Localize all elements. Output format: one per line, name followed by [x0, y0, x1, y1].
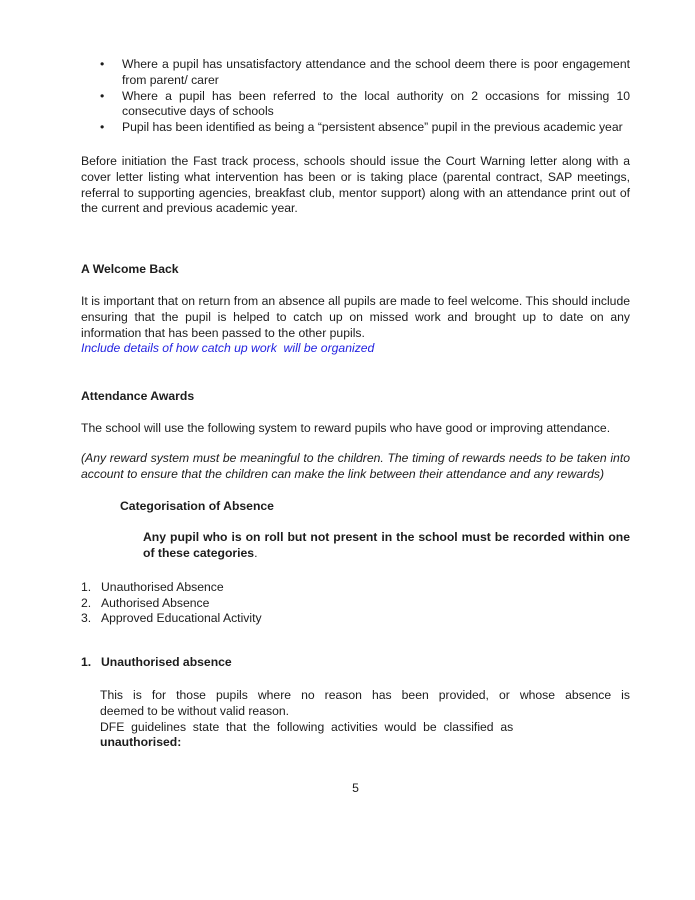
section-number: 1. — [81, 655, 92, 670]
list-item-label: Approved Educational Activity — [101, 611, 262, 626]
note-catch-up-work: Include details of how catch up work will be organized — [81, 341, 375, 356]
definition-line-1: This is for those pupils where no reason has been provided, or whose absence is — [100, 687, 630, 702]
statement-bold-text: Any pupil who is on roll but not present in the school must be recorded within one of these categories — [143, 530, 630, 560]
bullet-icon: • — [100, 120, 105, 135]
list-item-number: 2. — [81, 595, 92, 610]
list-item — [81, 611, 630, 627]
bullet-item — [81, 89, 630, 121]
dfe-guidelines-line: DFE guidelines state that the following activities would be classified as — [100, 719, 514, 734]
list-item-number: 3. — [81, 611, 92, 626]
paragraph-dfe-guidelines — [100, 720, 630, 752]
list-item-number: 1. — [81, 579, 92, 594]
paragraph-unauthorised-definition — [100, 688, 630, 720]
statement-recording-requirement — [143, 530, 630, 562]
section-title: Unauthorised absence — [101, 655, 232, 670]
bullet-icon: • — [100, 88, 105, 103]
list-item-label: Authorised Absence — [101, 595, 210, 610]
heading-attendance-awards: Attendance Awards — [81, 389, 195, 404]
absence-categories-list — [81, 580, 630, 627]
page-number: 5 — [352, 781, 359, 796]
paragraph-court-warning: Before initiation the Fast track process, schools should issue the Court Warning letter along with a cover letter listing what intervention has been or is taking place (parental contract, SAP meetings, referral to supporting agencies, breakfast club, mentor support) along with an attendance print out of the current and previous academic year. — [81, 153, 630, 216]
list-item-label: Unauthorised Absence — [101, 579, 224, 594]
bullet-item — [81, 120, 630, 136]
bullet-item — [81, 57, 630, 89]
paragraph-reward-system-note: (Any reward system must be meaningful to the children. The timing of rewards needs to be taken into account to ensure that the children can make the link between their attendance and any rewards) — [81, 450, 630, 481]
statement-period: . — [254, 545, 258, 560]
bullet-text: Where a pupil has been referred to the local authority on 2 occasions for missing 10 consecutive days of schools — [122, 88, 630, 119]
definition-line-2: deemed to be without valid reason. — [100, 703, 290, 718]
list-item — [81, 596, 630, 612]
list-item — [81, 580, 630, 596]
heading-unauthorised-absence — [81, 655, 630, 671]
heading-welcome-back: A Welcome Back — [81, 262, 179, 277]
paragraph-attendance-awards: The school will use the following system to reward pupils who have good or improving attendance. — [81, 420, 611, 435]
heading-categorisation-of-absence: Categorisation of Absence — [120, 499, 274, 514]
paragraph-welcome-back: It is important that on return from an absence all pupils are made to feel welcome. This should include ensuring that the pupil is helped to catch up on missed work and brought up to date on any information that has been passed to the other pupils. — [81, 293, 630, 340]
bold-unauthorised-label: unauthorised: — [100, 735, 182, 750]
bullet-icon: • — [100, 57, 105, 71]
bullet-list — [81, 57, 630, 136]
bullet-text: Pupil has been identified as being a “persistent absence” pupil in the previous academic year — [122, 120, 623, 135]
bullet-text: Where a pupil has unsatisfactory attendance and the school deem there is poor engagement from parent/ carer — [122, 57, 630, 87]
